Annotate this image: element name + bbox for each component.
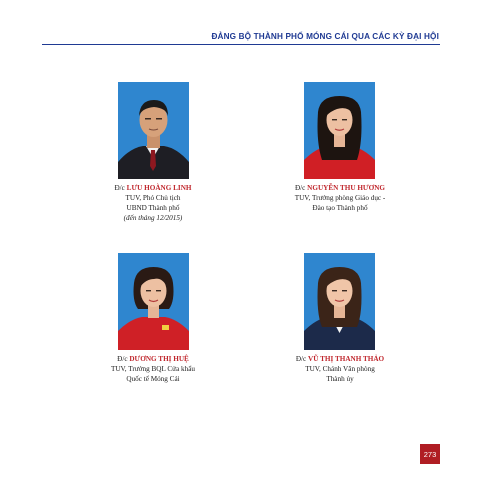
profile-caption-3: [73, 354, 233, 384]
profile-caption-1: [73, 183, 233, 223]
profile-caption-2: [260, 183, 420, 213]
profile-role-1-line-1: TUV, Phó Chủ tịch: [125, 194, 181, 202]
running-header-title: ĐẢNG BỘ THÀNH PHỐ MÓNG CÁI QUA CÁC KỲ ĐẠI HỘI: [211, 32, 439, 41]
profile-name-1: Đ/c LƯU HOÀNG LINH: [114, 184, 192, 192]
page-number-badge: 273: [420, 444, 440, 464]
portrait-photo-1: [118, 82, 189, 179]
portrait-photo-4: [304, 253, 375, 350]
profile-name-2: Đ/c NGUYỄN THU HƯƠNG: [294, 184, 386, 192]
profile-role-4-line-2: Thành ủy: [326, 375, 354, 383]
profile-role-3-line-2: Quốc tế Móng Cái: [126, 375, 180, 383]
profile-role-2-line-1: TUV, Trưởng phòng Giáo dục -: [294, 194, 386, 202]
portrait-photo-3: [118, 253, 189, 350]
profile-name-4: Đ/c VŨ THỊ THANH THẢO: [295, 355, 385, 363]
header-rule: [42, 44, 440, 45]
profile-role-2-line-2: Đào tạo Thành phố: [312, 204, 368, 212]
profile-role-4-line-1: TUV, Chánh Văn phòng: [305, 365, 375, 373]
profile-role-3-line-1: TUV, Trưởng BQL Cửa khẩu: [110, 365, 196, 373]
portrait-photo-2: [304, 82, 375, 179]
profile-name-3: Đ/c DƯƠNG THỊ HUỆ: [117, 355, 189, 363]
profile-role-1-line-3: (đến tháng 12/2015): [123, 214, 183, 222]
profile-role-1-line-2: UBND Thành phố: [126, 204, 180, 212]
profile-caption-4: [260, 354, 420, 384]
